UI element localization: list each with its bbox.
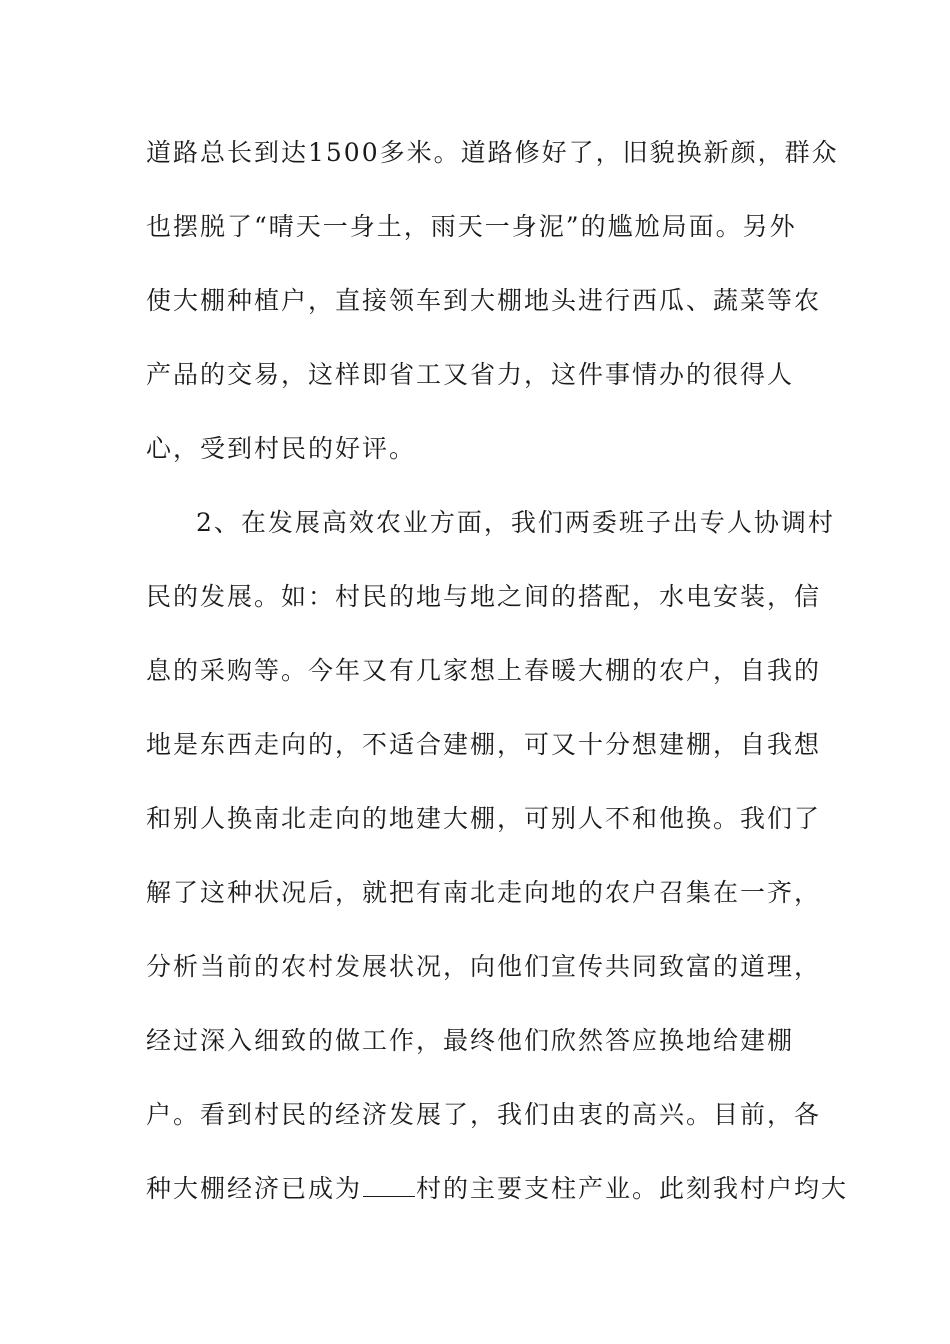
text-line: 产品的交易，这样即省工又省力，这件事情办的很得人 <box>146 360 795 389</box>
fill-in-blank <box>363 1174 415 1197</box>
text-line: 民的发展。如：村民的地与地之间的搭配，水电安装，信 <box>146 582 822 611</box>
text-line: 户。看到村民的经济发展了，我们由衷的高兴。目前，各 <box>146 1100 822 1129</box>
text-line: 经过深入细致的做工作，最终他们欣然答应换地给建棚 <box>146 1026 795 1055</box>
text-segment: 村的主要支柱产业。此刻我村户均大 <box>416 1174 849 1203</box>
paragraph-first-line: 2、在发展高效农业方面，我们两委班子出专人协调村 <box>196 508 835 537</box>
text-line: 地是东西走向的，不适合建棚，可又十分想建棚，自我想 <box>146 730 822 759</box>
text-line: 也摆脱了“晴天一身土，雨天一身泥”的尴尬局面。另外 <box>146 212 797 241</box>
text-line: 分析当前的农村发展状况，向他们宣传共同致富的道理， <box>146 952 822 981</box>
text-line-with-blank <box>146 1174 849 1204</box>
text-line: 解了这种状况后，就把有南北走向地的农户召集在一齐， <box>146 878 822 907</box>
text-segment: 种大棚经济已成为 <box>146 1174 363 1203</box>
text-line: 心，受到村民的好评。 <box>146 434 417 463</box>
text-line: 和别人换南北走向的地建大棚，可别人不和他换。我们了 <box>146 804 822 833</box>
text-line: 息的采购等。今年又有几家想上春暖大棚的农户，自我的 <box>146 656 822 685</box>
text-line: 使大棚种植户，直接领车到大棚地头进行西瓜、蔬菜等农 <box>146 286 822 315</box>
text-line: 道路总长到达1500多米。道路修好了，旧貌换新颜，群众 <box>146 138 839 167</box>
